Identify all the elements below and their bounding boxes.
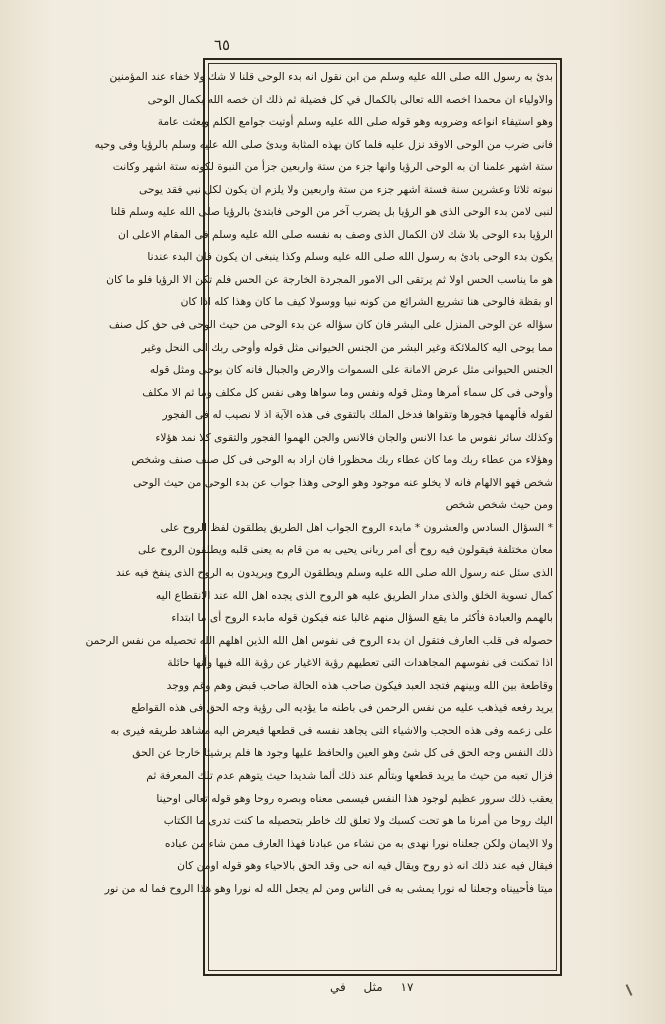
text-line: والاولياء ان محمدا اخصه الله تعالى بالكمال في كل فضيلة ثم ذلك ان خصه الله بكمال الوحى — [147, 92, 553, 106]
text-line: وكذلك سائر نفوس ما عدا الانس والجان فالانس والجن الهموا الفجور والتقوى كلا نمد هؤلاء — [155, 430, 553, 444]
text-line: الذى سئل عنه رسول الله صلى الله عليه وسلم ويطلقون الروح ويريدون به الروح الذى ينفخ فيه عند — [115, 566, 553, 580]
text-line: وقاطعة بين الله وبينهم فتجد العبد فيكون صاحب هذه الحالة صاحب قبض وهم وغم ووجد — [166, 678, 553, 692]
page-corner-mark — [626, 984, 633, 996]
text-line: وأوحى فى كل سماء أمرها ومثل قوله ونفس وما سواها وهى نفس كل مكلف وما ثم الا مكلف — [142, 385, 553, 399]
text-line: وهو استيفاء انواعه وضروبه وهو قوله صلى الله عليه وسلم أوتيت جوامع الكلم وبعثت عامة — [157, 115, 553, 129]
text-line: معان مختلفة فيقولون فيه روح أى امر ربانى يحيى به من قام به يعنى قلبه ويطلقون الروح على — [138, 543, 553, 557]
text-line: شخص فهو الالهام فانه لا يخلو عنه موجود وهو الوحى وهذا جواب عن بدء الوحى من حيث الوحى — [133, 475, 553, 489]
text-line: بالهمم والعبادة فأكثر ما يقع السؤال منهم غالبا عنه فيكون قوله مابدء الروح أى ما ابتداء — [171, 611, 553, 625]
text-line: ميتا فأحييناه وجعلنا له نورا يمشى به فى الناس ومن لم يجعل الله له نورا وهو هذا الروح فما له من نور — [104, 881, 553, 895]
catchword: ١٧ مثل في — [330, 980, 414, 994]
text-line: حصوله فى قلب العارف فتقول ان بدء الروح فى نفوس اهل الله الذين اهلهم الله تحصيله من نفس الرحمن — [85, 633, 553, 647]
text-line: اذا تمكنت فى نفوسهم المجاهدات التى تعطيهم رؤية الاغيار عن رؤية الله فيها وأنها حائلة — [167, 656, 553, 670]
text-line: فزال تعبه من حيث ما يريد قطعها وبتألم عند ذلك ألما شديدا حيث يتوهم عدم تلك المعرفة ثم — [146, 768, 553, 782]
text-line: اليك روحا من أمرنا ما هو تحت كسبك ولا تعلق لك خاطر بتحصيله ما كنت تدرى ما الكتاب — [163, 814, 553, 828]
section-heading-line: * السؤال السادس والعشرون * مابدء الروح الجواب اهل الطريق يطلقون لفظ الروح على — [160, 520, 553, 534]
text-line: يعقب ذلك سرور عظيم لوجود هذا النفس فيسمى معناه وبصره روحا وهو قوله تعالى اوحينا — [156, 791, 553, 805]
text-line: مما يوحى اليه كالملائكة وغير البشر من الجنس الحيوانى مثل قوله وأوحى ربك الى النحل وغير — [141, 340, 553, 354]
text-line: هو ما يناسب الحس اولا ثم يرتقى الى الامور المجردة الخارجة عن الحس فلم تكن الا الرؤيا فلو ما كان — [106, 272, 553, 286]
text-line: على زعمه وفى هذه الحجب والاشياء التى يجاهد نفسه فى قطعها فيعرض اليه مشاهد طريقه فيرى به — [110, 723, 553, 737]
text-line: وهؤلاء من عطاء ربك وما كان عطاء ربك محظورا فان اراد به الوحى فى كل صنف صنف وشخص — [131, 453, 553, 467]
text-line: كمال تسوية الخلق والذى مدار الطريق عليه هو الروح الذى يجده اهل الله عند الانقطاع اليه — [155, 588, 553, 602]
text-line: ولا الايمان ولكن جعلناه نورا نهدى به من نشاء من عبادنا فهذا العارف ممن شاء من عباده — [164, 836, 553, 850]
text-line: يكون بدء الوحى بادئ به رسول الله صلى الله عليه وسلم وكذا ينبغى ان يكون فان البدء عندنا — [147, 250, 553, 264]
text-line: ومن حيث شخص شخص — [445, 498, 553, 512]
text-line: الجنس الحيوانى مثل عرض الامانة على السموات والارض والجبال فانه كان بوحى ومثل قوله — [149, 363, 553, 377]
text-line: لنبى لامن بدء الوحى الذى هو الرؤيا بل يضرب آخر من الوحى فابتدئ بالرؤيا صلى الله عليه وسلم قلنا — [110, 205, 553, 219]
text-line: فانى ضرب من الوحى الاوقد نزل عليه فلما كان بهذه المثابة وبدئ صلى الله عليه وسلم بالرؤيا وفى وحيه — [94, 137, 553, 151]
text-line: او بقظة فالوحى هنا تشريع الشرائع من كونه نبيا ووسولا كيف ما كان وهذا كله اذا كان — [180, 295, 553, 309]
text-line: يريد رفعه فيذهب عليه من نفس الرحمن فى باطنه ما يؤديه الى رؤية وجه الحق فى هذه القواطع — [131, 701, 553, 715]
text-line: نبوته ثلاثا وعشرين سنة فستة اشهر جزء من ستة واربعين ولا يلزم ان يكون لكل نبي فقد يوحى — [138, 182, 553, 196]
text-line: بدئ به رسول الله صلى الله عليه وسلم من ابن نقول انه بدء الوحى قلنا لا شك ولا خفاء عند المؤمنين — [109, 70, 553, 83]
text-line: سؤاله عن الوحى المنزل على البشر فان كان سؤاله عن بدء الوحى من حيث الوحى فى حق كل صنف — [108, 318, 553, 332]
text-line: فيقال فيه عند ذلك انه ذو روح ويقال فيه انه حى وقد الحق بالاحياء وهو قوله اومن كان — [177, 859, 553, 873]
main-text-block — [85, 66, 553, 968]
text-line: لقوله فألهمها فجورها وتقواها فدخل الملك بالتقوى فى هذه الآية اذ لا نصيب له فى الفجور — [162, 408, 553, 422]
page-number: ٦٥ — [214, 36, 231, 54]
text-line: ستة اشهر علمنا ان به الوحى الرؤيا وانها جزء من ستة واربعين جزأ من النبوة لكونه ستة اشهر وكانت — [112, 160, 553, 174]
text-line: الرؤيا بدء الوحى بلا شك لان الكمال الذى وصف به نفسه صلى الله عليه وسلم فى المقام الاعلى ان — [117, 227, 553, 241]
text-line: ذلك النفس وجه الحق فى كل شئ وهو العين والحافظ عليها وجود ها فلم يرشيئا خارجا عن الحق — [132, 746, 553, 760]
